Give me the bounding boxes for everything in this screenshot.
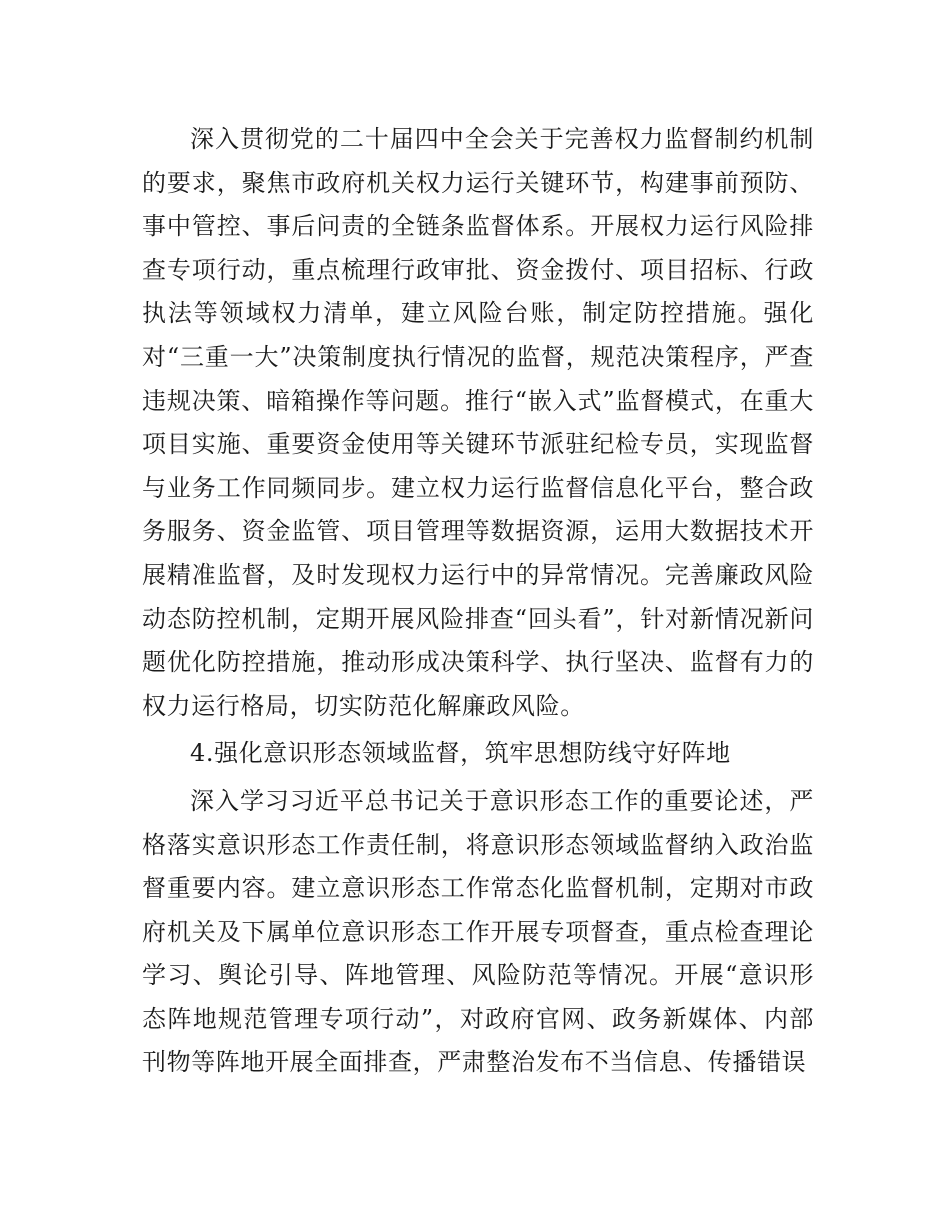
body-paragraph-ideology-supervision: 深入学习习近平总书记关于意识形态工作的重要论述，严格落实意识形态工作责任制，将意识形态领域监督纳入政治监督重要内容。建立意识形态工作常态化监督机制，定期对市政府机关及下属单位意识形态工作开展专项督查，重点检查理论学习、舆论引导、阵地管理、风险防范等情况。开展“意识形态阵地规范管理专项行动”，对政府官网、政务新媒体、内部刊物等阵地开展全面排查，严肃整治发布不当信息、传播错误 [142,786,814,1077]
document-body [142,118,814,1085]
body-paragraph-power-supervision: 深入贯彻党的二十届四中全会关于完善权力监督制约机制的要求，聚焦市政府机关权力运行关键环节，构建事前预防、事中管控、事后问责的全链条监督体系。开展权力运行风险排查专项行动，重点梳理行政审批、资金拨付、项目招标、行政执法等领域权力清单，建立风险台账，制定防控措施。强化对“三重一大”决策制度执行情况的监督，规范决策程序，严查违规决策、暗箱操作等问题。推行“嵌入式”监督模式，在重大项目实施、重要资金使用等关键环节派驻纪检专员，实现监督与业务工作同频同步。建立权力运行监督信息化平台，整合政务服务、资金监管、项目管理等数据资源，运用大数据技术开展精准监督，及时发现权力运行中的异常情况。完善廉政风险动态防控机制，定期开展风险排查“回头看”，针对新情况新问题优化防控措施，推动形成决策科学、执行坚决、监督有力的权力运行格局，切实防范化解廉政风险。 [142,125,814,720]
section-heading-ideology-supervision: 4.强化意识形态领域监督，筑牢思想防线守好阵地 [190,739,731,768]
